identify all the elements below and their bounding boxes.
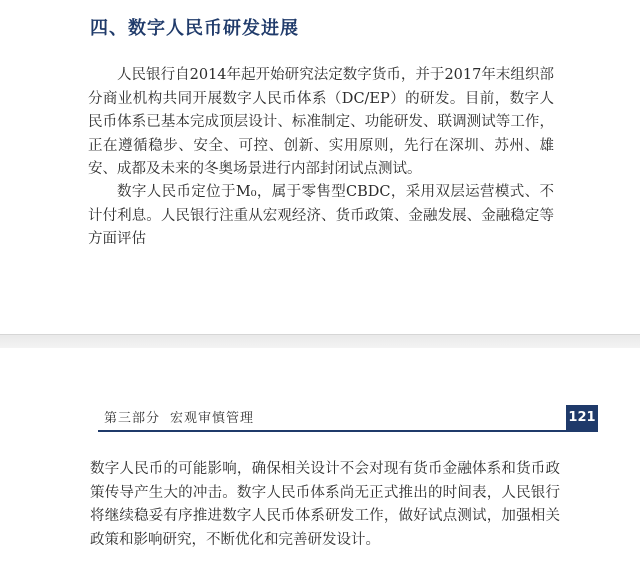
paragraph-2: 数字人民币定位于M₀，属于零售型CBDC，采用双层运营模式、不计付利息。人民银行注重从宏观经济、货币政策、金融发展、金融稳定等方面评估 xyxy=(88,184,554,248)
paragraph-1: 人民银行自2014年起开始研究法定数字货币，并于2017年末组织部分商业机构共同开展数字人民币体系（DC/EP）的研发。目前，数字人民币体系已基本完成顶层设计、标准制定、功能研发、联调测试等工作，正在遵循稳步、安全、可控、创新、实用原则，先行在深圳、苏州、雄安、成都及未来的冬奥场景进行内部封闭试点测试。 xyxy=(88,67,554,178)
running-header xyxy=(98,405,598,432)
section-name: 宏观审慎管理 xyxy=(170,411,255,426)
page-number: 121 xyxy=(566,405,598,430)
paragraph-continued: 数字人民币的可能影响，确保相关设计不会对现有货币金融体系和货币政策传导产生大的冲击。数字人民币体系尚无正式推出的时间表，人民银行将继续稳妥有序推进数字人民币体系研发工作，做好试点测试，加强相关政策和影响研究，不断优化和完善研发设计。 xyxy=(90,461,560,548)
section-part: 第三部分 xyxy=(104,411,161,426)
section-heading: 四、数字人民币研发进展 xyxy=(90,18,299,39)
page-separator xyxy=(0,334,640,349)
running-header-section xyxy=(104,407,254,426)
